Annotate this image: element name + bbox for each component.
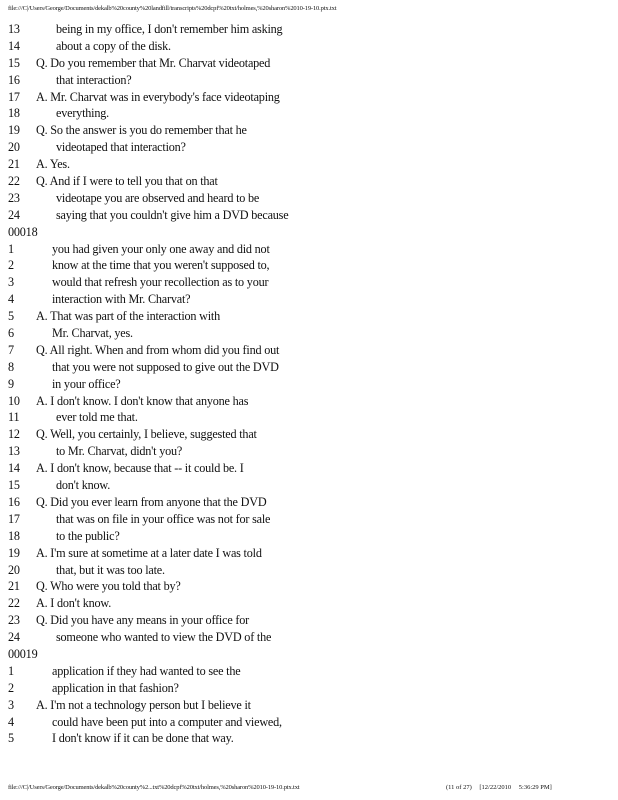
line-text: don't know. bbox=[56, 478, 111, 493]
line-number: 14 bbox=[8, 461, 20, 476]
line-number: 18 bbox=[8, 528, 20, 543]
line-number: 2 bbox=[8, 680, 14, 695]
transcript-line bbox=[8, 528, 608, 545]
transcript-line bbox=[8, 714, 608, 731]
line-number: 4 bbox=[8, 714, 14, 729]
line-text: Q. Did you have any means in your office for bbox=[36, 613, 249, 628]
line-number: 1 bbox=[8, 241, 14, 256]
transcript-line bbox=[8, 562, 608, 579]
line-number: 3 bbox=[8, 275, 14, 290]
line-number: 20 bbox=[8, 140, 20, 155]
transcript-line bbox=[8, 139, 608, 156]
page-header-file-path: file:///C|/Users/George/Documents/dekalb%20county%20landfill/transcripts%20dcpf%20txt/holmes,%20sharon%2010-19-10.ptx.txt bbox=[8, 5, 337, 12]
line-text: know at the time that you weren't supposed to, bbox=[52, 258, 270, 273]
line-number: 14 bbox=[8, 38, 20, 53]
footer-time: 5:36:29 PM] bbox=[518, 784, 552, 791]
line-number: 12 bbox=[8, 427, 20, 442]
page-footer bbox=[8, 784, 608, 794]
line-text: everything. bbox=[56, 106, 109, 121]
line-number: 2 bbox=[8, 258, 14, 273]
transcript-line bbox=[8, 274, 608, 291]
transcript-line bbox=[8, 241, 608, 258]
transcript-line bbox=[8, 156, 608, 173]
line-number: 19 bbox=[8, 123, 20, 138]
line-number: 3 bbox=[8, 697, 14, 712]
transcript-line bbox=[8, 595, 608, 612]
transcript-line bbox=[8, 122, 608, 139]
line-text: to the public? bbox=[56, 528, 120, 543]
line-number: 8 bbox=[8, 359, 14, 374]
line-text: Q. So the answer is you do remember that he bbox=[36, 123, 247, 138]
transcript-line bbox=[8, 105, 608, 122]
transcript-line bbox=[8, 393, 608, 410]
transcript-line bbox=[8, 291, 608, 308]
line-text: videotape you are observed and heard to be bbox=[56, 190, 260, 205]
line-text: A. That was part of the interaction with bbox=[36, 309, 221, 324]
transcript-line bbox=[8, 72, 608, 89]
transcript-line bbox=[8, 173, 608, 190]
line-text: would that refresh your recollection as to your bbox=[52, 275, 269, 290]
line-number: 23 bbox=[8, 613, 20, 628]
line-number: 6 bbox=[8, 326, 14, 341]
line-text: A. I don't know, because that -- it could be. I bbox=[36, 461, 244, 476]
transcript-line bbox=[8, 730, 608, 747]
line-text: interaction with Mr. Charvat? bbox=[52, 292, 191, 307]
line-number: 16 bbox=[8, 72, 20, 87]
line-text: Q. All right. When and from whom did you find out bbox=[36, 342, 280, 357]
line-number: 16 bbox=[8, 494, 20, 509]
line-text: A. I'm sure at sometime at a later date I was told bbox=[36, 545, 262, 560]
line-number: 21 bbox=[8, 157, 20, 172]
transcript-line bbox=[8, 325, 608, 342]
line-text: videotaped that interaction? bbox=[56, 140, 186, 155]
line-text: application if they had wanted to see the bbox=[52, 663, 241, 678]
transcript-line bbox=[8, 190, 608, 207]
line-text: Q. Who were you told that by? bbox=[36, 579, 181, 594]
line-text: that, but it was too late. bbox=[56, 562, 165, 577]
line-number: 21 bbox=[8, 579, 20, 594]
line-number: 19 bbox=[8, 545, 20, 560]
line-text: about a copy of the disk. bbox=[56, 38, 171, 53]
transcript-line bbox=[8, 443, 608, 460]
transcript-line bbox=[8, 477, 608, 494]
line-number: 1 bbox=[8, 663, 14, 678]
line-text: A. I'm not a technology person but I believe it bbox=[36, 697, 251, 712]
line-text: application in that fashion? bbox=[52, 680, 179, 695]
transcript-line bbox=[8, 409, 608, 426]
line-text: Q. Well, you certainly, I believe, suggested that bbox=[36, 427, 257, 442]
line-number: 9 bbox=[8, 376, 14, 391]
line-text: someone who wanted to view the DVD of the bbox=[56, 630, 272, 645]
line-text: Q. Did you ever learn from anyone that the DVD bbox=[36, 494, 267, 509]
line-text: A. Yes. bbox=[36, 157, 70, 172]
line-text: ever told me that. bbox=[56, 410, 138, 425]
transcript-line bbox=[8, 207, 608, 224]
line-text: Q. And if I were to tell you that on that bbox=[36, 174, 218, 189]
line-number: 15 bbox=[8, 55, 20, 70]
footer-print-info bbox=[446, 784, 558, 791]
transcript-line bbox=[8, 257, 608, 274]
transcript-line bbox=[8, 545, 608, 562]
line-text: Mr. Charvat, yes. bbox=[52, 326, 133, 341]
line-text: could have been put into a computer and viewed, bbox=[52, 714, 282, 729]
transcript-line bbox=[8, 663, 608, 680]
line-number: 24 bbox=[8, 207, 20, 222]
transcript-line bbox=[8, 494, 608, 511]
transcript-line bbox=[8, 308, 608, 325]
line-number: 17 bbox=[8, 511, 20, 526]
line-number: 7 bbox=[8, 342, 14, 357]
transcript-line bbox=[8, 612, 608, 629]
line-number: 13 bbox=[8, 444, 20, 459]
line-text: A. Mr. Charvat was in everybody's face videotaping bbox=[36, 89, 280, 104]
transcript-line bbox=[8, 697, 608, 714]
line-number: 24 bbox=[8, 630, 20, 645]
line-text: A. I don't know. I don't know that anyone has bbox=[36, 393, 249, 408]
line-text: you had given your only one away and did not bbox=[52, 241, 270, 256]
line-text: that interaction? bbox=[56, 72, 132, 87]
line-text: Q. Do you remember that Mr. Charvat videotaped bbox=[36, 55, 271, 70]
transcript-line bbox=[8, 21, 608, 38]
line-number: 10 bbox=[8, 393, 20, 408]
line-number: 13 bbox=[8, 22, 20, 36]
line-number: 22 bbox=[8, 596, 20, 611]
line-text: A. I don't know. bbox=[36, 596, 112, 611]
page-number-marker: 00019 bbox=[8, 646, 38, 661]
transcript-page-marker bbox=[8, 224, 608, 241]
page-number-marker: 00018 bbox=[8, 224, 38, 239]
transcript-line bbox=[8, 89, 608, 106]
line-number: 5 bbox=[8, 731, 14, 746]
transcript-body bbox=[8, 21, 608, 747]
transcript-line bbox=[8, 342, 608, 359]
footer-page-count: (11 of 27) bbox=[446, 784, 472, 791]
line-text: to Mr. Charvat, didn't you? bbox=[56, 444, 183, 459]
line-text: that was on file in your office was not for sale bbox=[56, 511, 271, 526]
transcript-page-marker bbox=[8, 646, 608, 663]
transcript-line bbox=[8, 376, 608, 393]
transcript-line bbox=[8, 55, 608, 72]
footer-date: [12/22/2010 bbox=[479, 784, 512, 791]
line-number: 18 bbox=[8, 106, 20, 121]
footer-file-path: file:///C|/Users/George/Documents/dekalb%20county%2...txt%20dcpf%20txt/holmes,%20sharon%2010-19-10.ptx.txt bbox=[8, 784, 300, 791]
line-number: 22 bbox=[8, 174, 20, 189]
transcript-line bbox=[8, 359, 608, 376]
line-number: 4 bbox=[8, 292, 14, 307]
transcript-line bbox=[8, 680, 608, 697]
line-number: 20 bbox=[8, 562, 20, 577]
line-text: being in my office, I don't remember him asking bbox=[56, 22, 283, 36]
line-number: 5 bbox=[8, 309, 14, 324]
transcript-line bbox=[8, 629, 608, 646]
line-number: 23 bbox=[8, 190, 20, 205]
line-text: that you were not supposed to give out the DVD bbox=[52, 359, 279, 374]
line-text: saying that you couldn't give him a DVD because bbox=[56, 207, 289, 222]
line-number: 15 bbox=[8, 478, 20, 493]
transcript-line bbox=[8, 578, 608, 595]
transcript-line bbox=[8, 38, 608, 55]
line-number: 17 bbox=[8, 89, 20, 104]
line-text: in your office? bbox=[52, 376, 121, 391]
transcript-line bbox=[8, 426, 608, 443]
transcript-line bbox=[8, 511, 608, 528]
transcript-line bbox=[8, 460, 608, 477]
line-text: I don't know if it can be done that way. bbox=[52, 731, 234, 746]
line-number: 11 bbox=[8, 410, 20, 425]
